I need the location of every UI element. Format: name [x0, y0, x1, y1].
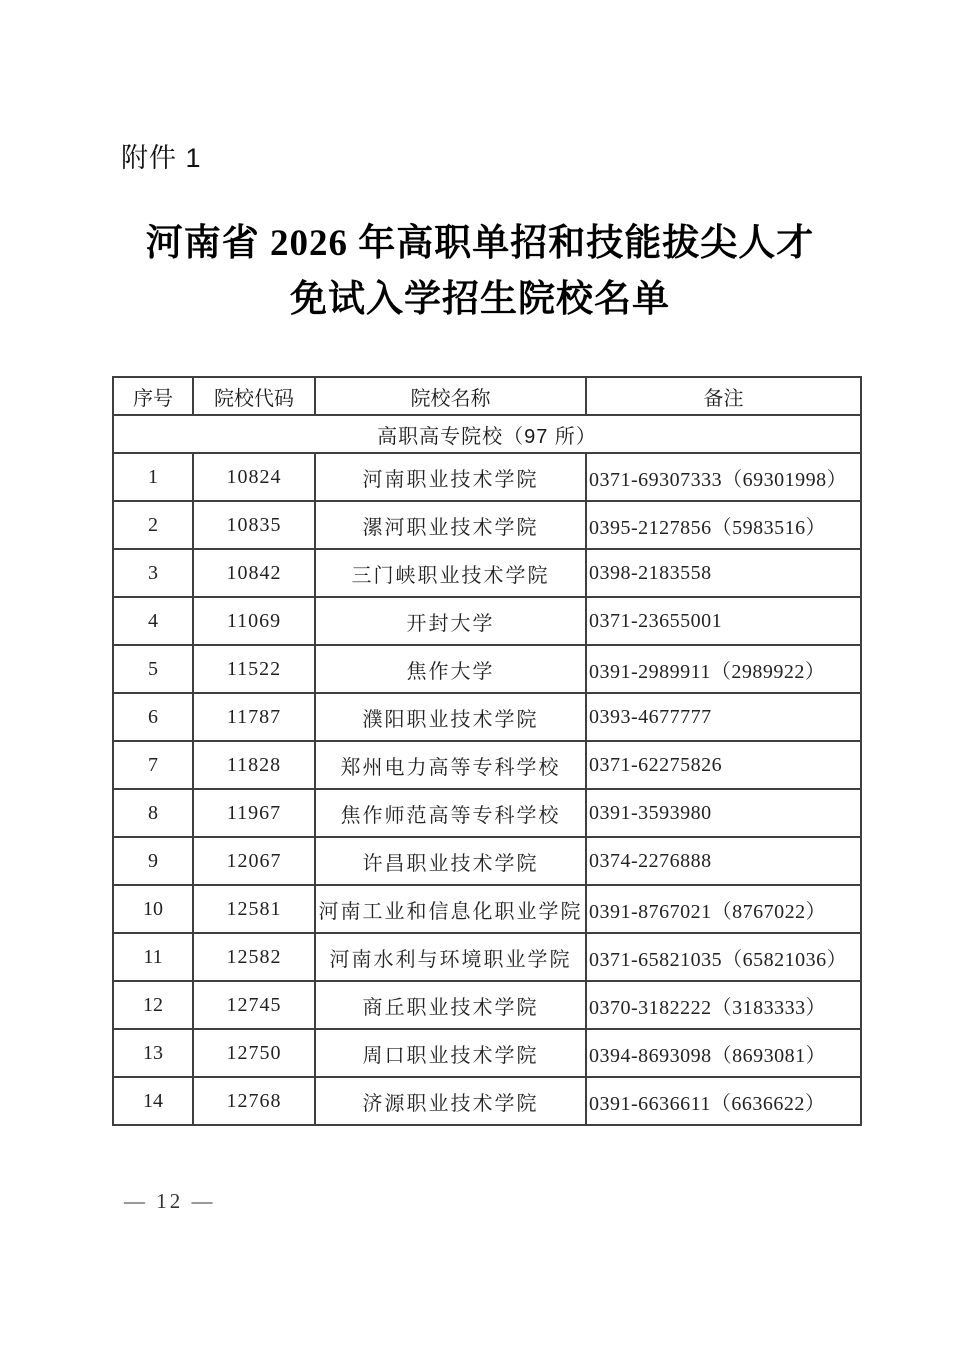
cell-name: 焦作大学: [315, 645, 586, 693]
cell-remark: 0395-2127856（5983516）: [586, 501, 861, 549]
table-header: [113, 377, 861, 415]
cell-code: 12582: [193, 933, 315, 981]
cell-remark: 0371-69307333（69301998）: [586, 453, 861, 501]
cell-code: 12067: [193, 837, 315, 885]
cell-remark: 0391-8767021（8767022）: [586, 885, 861, 933]
cell-remark: 0370-3182222（3183333）: [586, 981, 861, 1029]
cell-seq: 10: [113, 885, 193, 933]
cell-name: 商丘职业技术学院: [315, 981, 586, 1029]
cell-name: 河南职业技术学院: [315, 453, 586, 501]
cell-code: 10842: [193, 549, 315, 597]
cell-seq: 5: [113, 645, 193, 693]
cell-seq: 14: [113, 1077, 193, 1125]
cell-remark: 0394-8693098（8693081）: [586, 1029, 861, 1077]
document-title: [0, 216, 960, 328]
cell-remark: 0371-62275826: [586, 741, 861, 789]
cell-seq: 11: [113, 933, 193, 981]
table-row: [113, 693, 861, 741]
cell-code: 11967: [193, 789, 315, 837]
table-row: [113, 645, 861, 693]
cell-code: 11069: [193, 597, 315, 645]
cell-code: 11522: [193, 645, 315, 693]
cell-code: 11787: [193, 693, 315, 741]
cell-remark: 0371-65821035（65821036）: [586, 933, 861, 981]
table-row: [113, 933, 861, 981]
cell-seq: 2: [113, 501, 193, 549]
cell-remark: 0391-3593980: [586, 789, 861, 837]
table-row: [113, 1077, 861, 1125]
cell-remark: 0393-4677777: [586, 693, 861, 741]
header-remark: 备注: [586, 377, 861, 415]
cell-name: 郑州电力高等专科学校: [315, 741, 586, 789]
title-line-1: 河南省 2026 年高职单招和技能拔尖人才: [145, 223, 815, 264]
table-row: [113, 741, 861, 789]
cell-name: 河南工业和信息化职业学院: [315, 885, 586, 933]
table-row: [113, 1029, 861, 1077]
cell-seq: 9: [113, 837, 193, 885]
cell-name: 济源职业技术学院: [315, 1077, 586, 1125]
header-name: 院校名称: [315, 377, 586, 415]
cell-name: 焦作师范高等专科学校: [315, 789, 586, 837]
table-header-row: [113, 377, 861, 415]
cell-name: 许昌职业技术学院: [315, 837, 586, 885]
cell-name: 濮阳职业技术学院: [315, 693, 586, 741]
table-row: [113, 549, 861, 597]
table-row: [113, 885, 861, 933]
cell-name: 漯河职业技术学院: [315, 501, 586, 549]
cell-code: 12745: [193, 981, 315, 1029]
cell-name: 开封大学: [315, 597, 586, 645]
cell-code: 12750: [193, 1029, 315, 1077]
cell-seq: 3: [113, 549, 193, 597]
cell-seq: 7: [113, 741, 193, 789]
cell-code: 10835: [193, 501, 315, 549]
table-row: [113, 789, 861, 837]
cell-code: 12581: [193, 885, 315, 933]
cell-name: 三门峡职业技术学院: [315, 549, 586, 597]
cell-name: 周口职业技术学院: [315, 1029, 586, 1077]
cell-name: 河南水利与环境职业学院: [315, 933, 586, 981]
cell-remark: 0391-2989911（2989922）: [586, 645, 861, 693]
header-seq: 序号: [113, 377, 193, 415]
cell-code: 12768: [193, 1077, 315, 1125]
cell-seq: 4: [113, 597, 193, 645]
cell-seq: 6: [113, 693, 193, 741]
table-row: [113, 501, 861, 549]
cell-remark: 0374-2276888: [586, 837, 861, 885]
cell-seq: 13: [113, 1029, 193, 1077]
cell-remark: 0398-2183558: [586, 549, 861, 597]
cell-code: 10824: [193, 453, 315, 501]
table-row: [113, 597, 861, 645]
cell-code: 11828: [193, 741, 315, 789]
cell-remark: 0391-6636611（6636622）: [586, 1077, 861, 1125]
page-number: — 12 —: [124, 1189, 216, 1213]
table-row: [113, 453, 861, 501]
title-line-2: 免试入学招生院校名单: [290, 279, 670, 320]
cell-seq: 1: [113, 453, 193, 501]
section-header-cell: 高职高专院校（97 所）: [113, 415, 861, 453]
college-table: [112, 376, 862, 1126]
cell-remark: 0371-23655001: [586, 597, 861, 645]
attachment-label: 附件 1: [121, 143, 202, 173]
cell-seq: 8: [113, 789, 193, 837]
table-body: [113, 415, 861, 1125]
header-code: 院校代码: [193, 377, 315, 415]
table-row: [113, 837, 861, 885]
section-header-row: [113, 415, 861, 453]
cell-seq: 12: [113, 981, 193, 1029]
table-row: [113, 981, 861, 1029]
